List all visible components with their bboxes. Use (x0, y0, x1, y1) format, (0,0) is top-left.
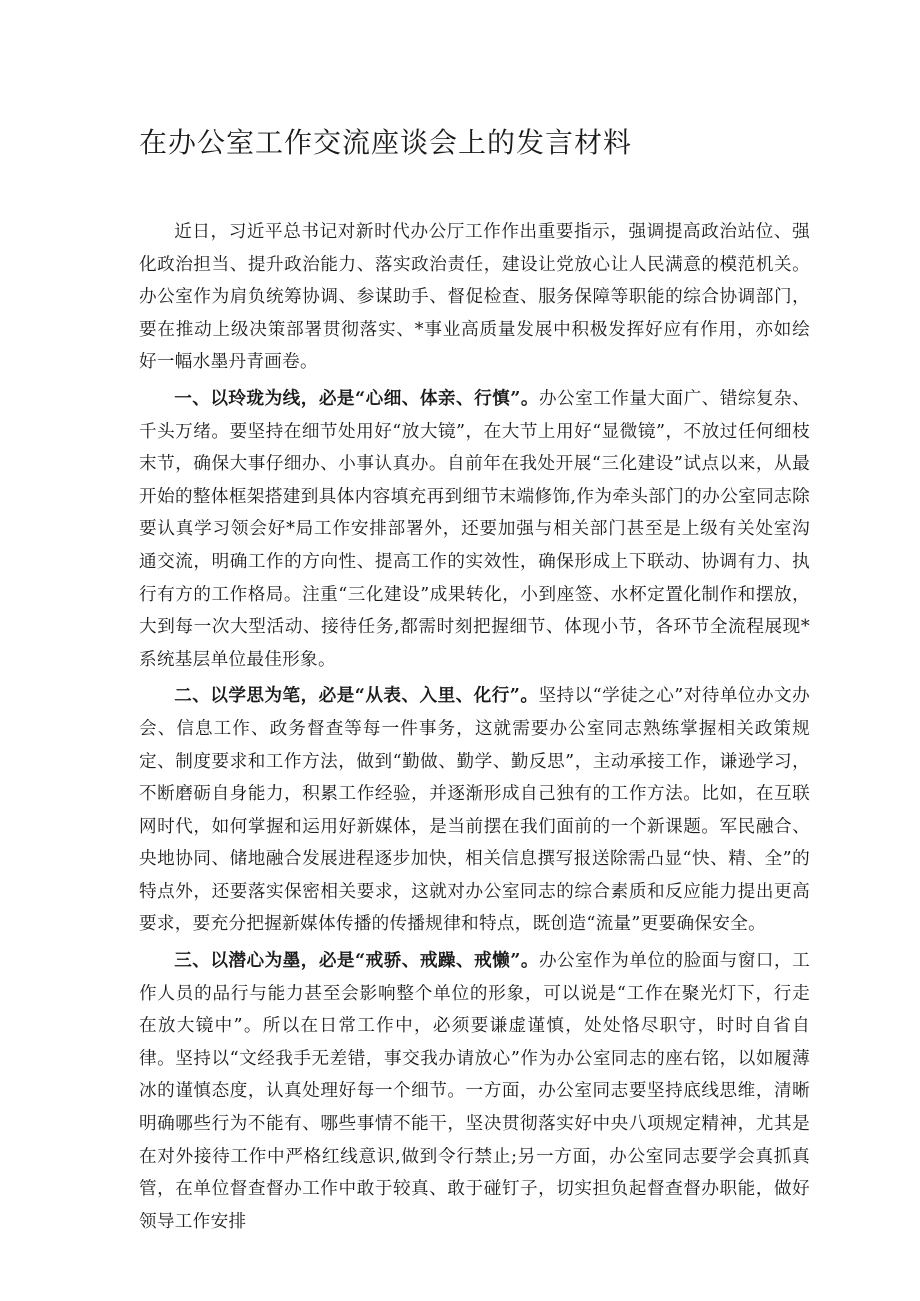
intro-paragraph: 近日，习近平总书记对新时代办公厅工作作出重要指示，强调提高政治站位、强化政治担当、提升政治能力、落实政治责任，建设让党放心让人民满意的模范机关。办公室作为肩负统筹协调、参谋助手、督促检查、服务保障等职能的综合协调部门，要在推动上级决策部署贯彻落实、*事业高质量发展中积极发挥好应有作用，亦如绘好一幅水墨丹青画卷。 (139, 222, 810, 373)
section-1-body: 办公室工作量大面广、错综复杂、千头万绪。要坚持在细节处用好“放大镜”，在大节上用好“显微镜”，不放过任何细枝末节，确保大事仔细办、小事认真办。自前年在我处开展“三化建设”试点以来，从最开始的整体框架搭建到具体内容填充再到细节末端修饰,作为牵头部门的办公室同志除要认真学习领会好*局工作安排部署外，还要加强与相关部门甚至是上级有关处室沟通交流，明确工作的方向性、提高工作的实效性，确保形成上下联动、协调有力、执行有方的工作格局。注重“三化建设”成果转化，小到座签、水杯定置化制作和摆放，大到每一次大型活动、接待任务,都需时刻把握细节、体现小节，各环节全流程展现*系统基层单位最佳形象。 (139, 388, 810, 670)
section-3-heading: 三、以潜心为墨，必是“戒骄、戒躁、戒懒”。 (174, 950, 539, 972)
section-3-paragraph (139, 945, 810, 1238)
section-2-heading: 二、以学思为笔，必是“从表、入里、化行”。 (174, 685, 539, 707)
document-title: 在办公室工作交流座谈会上的发言材料 (139, 126, 633, 159)
section-1-heading: 一、以玲珑为线，必是“心细、体亲、行慎”。 (174, 387, 539, 409)
section-3-body: 办公室作为单位的脸面与窗口，工作人员的品行与能力甚至会影响整个单位的形象，可以说是“工作在聚光灯下，行走在放大镜中”。所以在日常工作中，必须要谦虚谨慎，处处恪尽职守，时时自省自律。坚持以“文经我手无差错，事交我办请放心”作为办公室同志的座右铭，以如履薄冰的谨慎态度，认真处理好每一个细节。一方面，办公室同志要坚持底线思维，清晰明确哪些行为不能有、哪些事情不能干，坚决贯彻落实好中央八项规定精神，尤其是在对外接待工作中严格红线意识,做到令行禁止;另一方面，办公室同志要学会真抓真管，在单位督查督办工作中敢于较真、敢于碰钉子，切实担负起督查督办职能，做好领导工作安排 (139, 951, 810, 1232)
section-2-body: 坚持以“学徒之心”对待单位办文办会、信息工作、政务督查等每一件事务，这就需要办公室同志熟练掌握相关政策规定、制度要求和工作方法，做到“勤做、勤学、勤反思”，主动承接工作，谦逊学习，不断磨砺自身能力，积累工作经验，并逐渐形成自己独有的工作方法。比如，在互联网时代，如何掌握和运用好新媒体，是当前摆在我们面前的一个新课题。军民融合、央地协同、储地融合发展进程逐步加快，相关信息撰写报送除需凸显“快、精、全”的特点外，还要落实保密相关要求，这就对办公室同志的综合素质和反应能力提出更高要求，要充分把握新媒体传播的传播规律和特点，既创造“流量”更要确保安全。 (139, 686, 810, 935)
section-2-paragraph (139, 680, 810, 941)
section-1-paragraph (139, 383, 810, 676)
